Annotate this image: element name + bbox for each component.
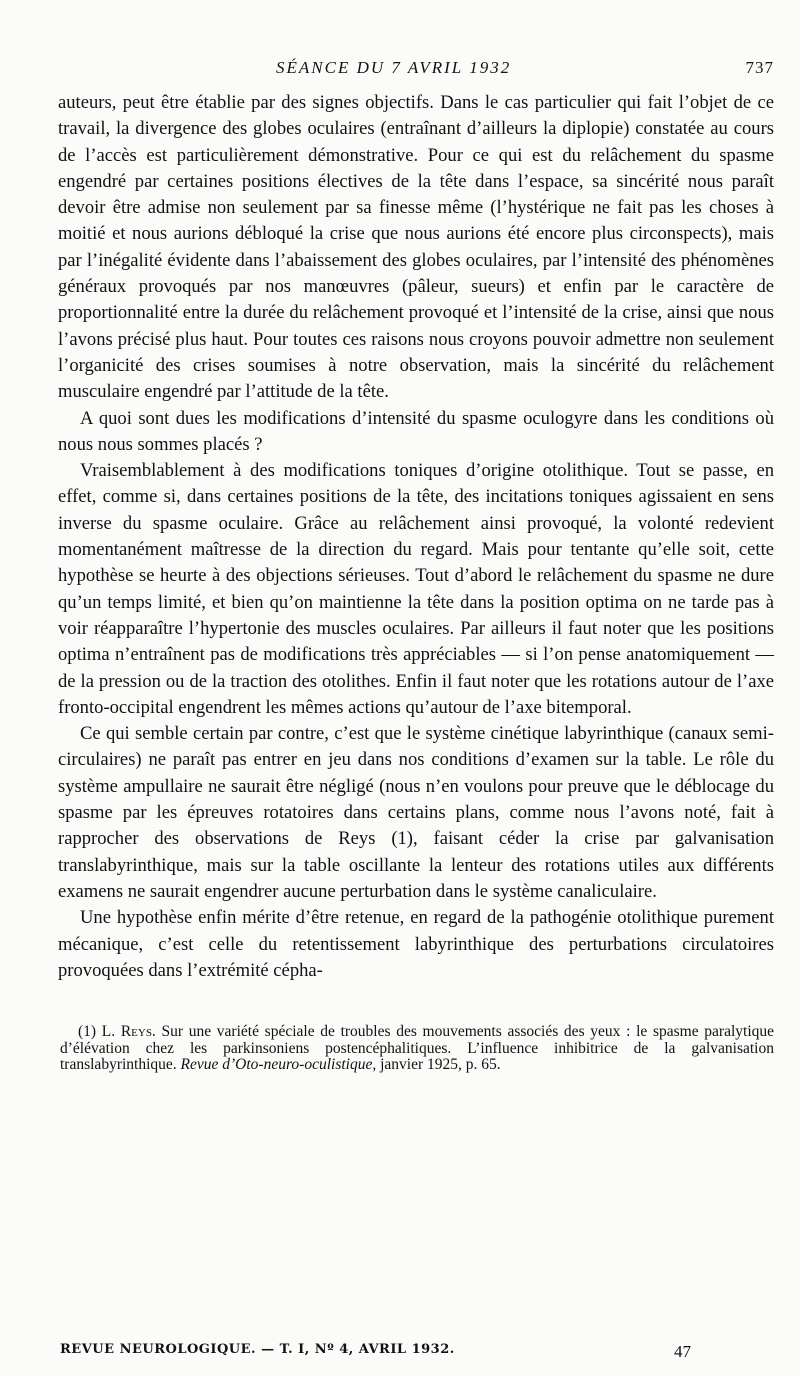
paragraph: Vraisemblablement à des modifications toniques d’origine otolithique. Tout se passe, en effet, comme si, dans certaines positions de la tête, des incitations toniques agissaient en sens inverse du spasme oculaire. Grâce au relâchement ainsi provoqué, la volonté redevient momentanément maîtresse de la direction du regard. Mais pour tentante qu’elle soit, cette hypothèse se heurte à des objections sérieuses. Tout d’abord le relâchement du spasme ne dure qu’un temps limité, et bien qu’on maintienne la tête dans la position optima on ne tarde pas à voir réapparaître l’hypertonie des muscles oculaires. Par ailleurs il faut noter que les positions optima n’entraînent pas de modifications très appréciables — si l’on pense anatomiquement — de la pression ou de la traction des otolithes. Enfin il faut noter que les rotations autour de l’axe fronto-occipital engendrent les mêmes actions qu’autour de l’axe bitemporal. — [58, 460, 774, 718]
document-page — [58, 50, 775, 1361]
page-header — [58, 50, 774, 90]
footnote-date: janvier 1925, p. 65. — [380, 1056, 501, 1074]
body-text — [58, 90, 774, 984]
paragraph: A quoi sont dues les modifications d’intensité du spasme oculogyre dans les conditions où nous nous sommes placés ? — [58, 407, 774, 455]
paragraph: Une hypothèse enfin mérite d’être retenue, en regard de la pathogénie otolithique purement mécanique, c’est celle du retentissement labyrinthique des perturbations circulatoires provoquées dans l’extrémité cépha- — [58, 907, 774, 981]
footnote-text: Sur une variété spéciale de troubles des mouvements associés des yeux : le spasme paralytique d’élévation chez les parkinsoniens postencéphalitiques. L’influence inhibitrice de la galvanisation translabyrinthique. — [60, 1023, 775, 1074]
running-title: SÉANCE DU 7 AVRIL 1932 — [276, 58, 512, 77]
footer-journal-line: REVUE NEUROLOGIQUE. — T. I, Nº 4, AVRIL 1932. — [60, 1342, 455, 1357]
footnote-journal: Revue d’Oto-neuro-oculistique, — [180, 1056, 377, 1074]
paragraph: auteurs, peut être établie par des signes objectifs. Dans le cas particulier qui fait l’objet de ce travail, la divergence des globes oculaires (entraînant d’ailleurs la diplopie) constatée au cours de l’accès est particulièrement démonstrative. Pour ce qui est du relâchement du spasme engendré par certaines positions électives de la tête dans l’espace, sa sincérité nous paraît devoir être admise non seulement par sa finesse même (l’hystérique ne fait pas les choses à moitié et nous aurions débloqué la crise que nous aurions été encore plus circonspects), mais par l’inégalité évidente dans l’abaissement des globes oculaires, par l’intensité des phénomènes généraux provoqués par nos manœuvres (pâleur, sueurs) et enfin par le caractère de proportionnalité entre la durée du relâchement provoqué et l’intensité de la crise, ainsi que nous l’avons précisé plus haut. Pour toutes ces raisons nous croyons pouvoir admettre non seulement l’organicité des crises soumises à notre observation, mais la sincérité du relâchement musculaire engendré par l’attitude de la tête. — [58, 92, 774, 403]
footnote-author: L. Reys. — [101, 1023, 156, 1041]
sheet-number: 47 — [674, 1342, 691, 1361]
footnote — [58, 1024, 774, 1074]
page-number: 737 — [745, 58, 774, 77]
footnote-marker: (1) — [78, 1023, 97, 1041]
paragraph: Ce qui semble certain par contre, c’est que le système cinétique labyrinthique (canaux semi-circulaires) ne paraît pas entrer en jeu dans nos conditions d’examen sur la table. Le rôle du système ampullaire ne saurait être négligé (nous n’en voulons pour preuve que le déblocage du spasme par les épreuves rotatoires dans certains plans, comme nous l’avons noté, fait à rapprocher des observations de Reys (1), faisant céder la crise par galvanisation translabyrinthique, mais sur la table oscillante la lenteur des rotations utiles aux différents examens ne saurait engendrer aucune perturbation dans le système canaliculaire. — [58, 723, 774, 902]
